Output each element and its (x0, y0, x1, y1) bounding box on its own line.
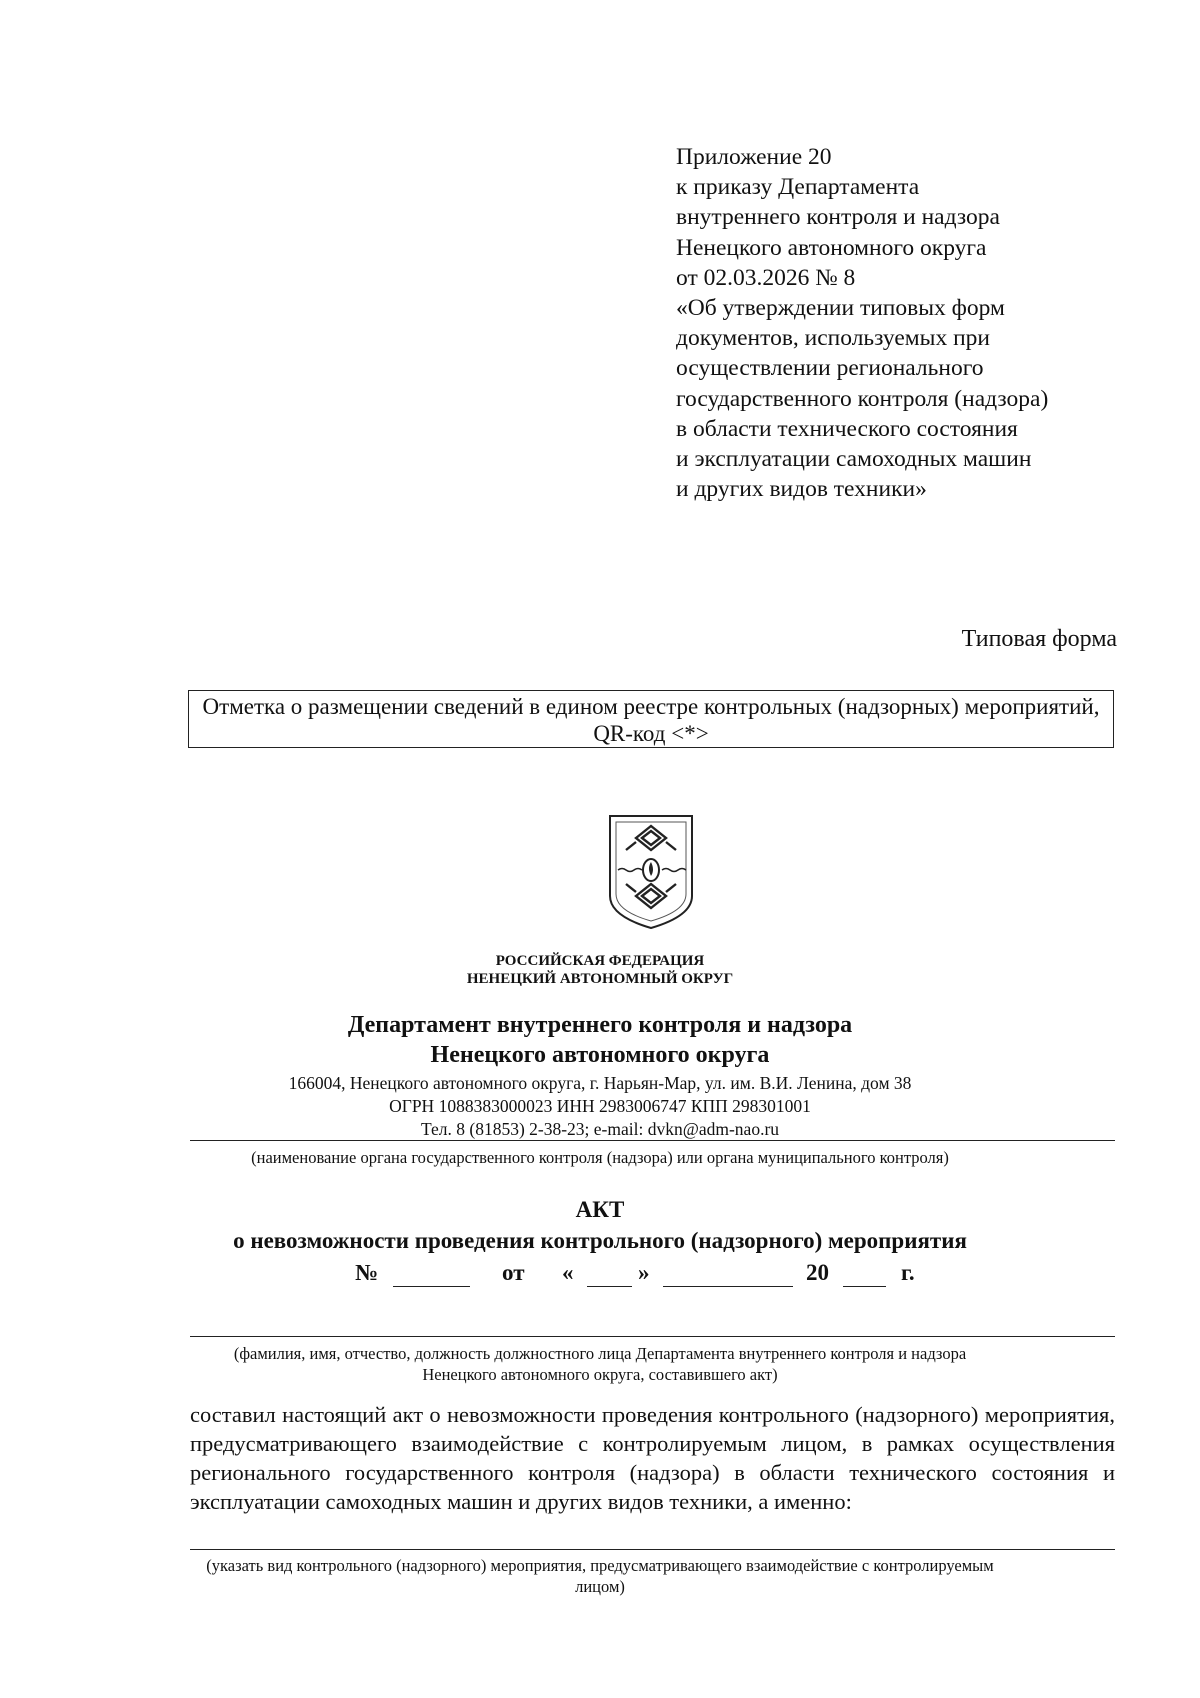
appendix-line: в области технического состояния (676, 415, 1018, 442)
appendix-line: от 02.03.2026 № 8 (676, 264, 856, 291)
from-label: от (502, 1260, 525, 1285)
organization-underline (190, 1140, 1115, 1141)
country-name: РОССИЙСКАЯ ФЕДЕРАЦИЯ (495, 953, 705, 969)
event-caption (0, 1555, 1200, 1597)
quote-close: » (638, 1260, 650, 1285)
appendix-block (676, 142, 1116, 504)
appendix-line: осуществлении регионального (676, 355, 984, 382)
appendix-line: к приказу Департамента (676, 174, 920, 201)
number-label: № (355, 1260, 379, 1285)
number-blank[interactable] (393, 1286, 470, 1287)
appendix-line: Ненецкого автономного округа (676, 234, 987, 261)
appendix-line: внутреннего контроля и надзора (676, 204, 1000, 231)
registry-mark-line2: QR-код <*> (593, 721, 709, 746)
department-registration: ОГРН 1088383000023 ИНН 2983006747 КПП 298301001 (389, 1096, 811, 1116)
department-address: 166004, Ненецкого автономного округа, г. Нарьян-Мар, ул. им. В.И. Ленина, дом 38 (288, 1073, 912, 1093)
region-name: НЕНЕЦКИЙ АВТОНОМНЫЙ ОКРУГ (466, 971, 734, 987)
organization-caption: (наименование органа государственного контроля (надзора) или органа муниципального контроля) (251, 1148, 949, 1167)
day-blank[interactable] (587, 1286, 632, 1287)
official-underline (190, 1336, 1115, 1337)
official-caption-line2: Ненецкого автономного округа, составившего акт) (422, 1365, 778, 1384)
appendix-line: и других видов техники» (676, 476, 927, 503)
event-underline (190, 1549, 1115, 1550)
year-prefix: 20 (806, 1260, 829, 1285)
official-caption (0, 1343, 1200, 1385)
year-suffix: г. (901, 1260, 915, 1285)
month-blank[interactable] (663, 1286, 793, 1287)
form-type-label: Типовая форма (961, 626, 1117, 652)
department-contacts: Тел. 8 (81853) 2-38-23; e-mail: dvkn@adm-nao.ru (420, 1119, 780, 1139)
act-title: АКТ (575, 1197, 625, 1222)
event-caption-line1: (указать вид контрольного (надзорного) мероприятия, предусматривающего взаимодействие с контролируемым (206, 1556, 994, 1575)
act-subtitle: о невозможности проведения контрольного (надзорного) мероприятия (233, 1228, 967, 1253)
appendix-line: и эксплуатации самоходных машин (676, 446, 1032, 473)
appendix-line: «Об утверждении типовых форм (676, 295, 1005, 322)
appendix-line: Приложение 20 (676, 144, 832, 170)
year-blank[interactable] (843, 1286, 886, 1287)
appendix-line: документов, используемых при (676, 325, 990, 352)
quote-open: « (562, 1260, 574, 1285)
registry-mark-line1: Отметка о размещении сведений в едином реестре контрольных (надзорных) мероприятий, (202, 694, 1100, 719)
event-caption-line2: лицом) (575, 1577, 625, 1596)
registry-mark-box (188, 690, 1114, 748)
official-caption-line1: (фамилия, имя, отчество, должность должностного лица Департамента внутреннего контроля и надзора (233, 1344, 967, 1363)
department-name-line2: Ненецкого автономного округа (430, 1042, 770, 1068)
main-paragraph: составил настоящий акт о невозможности проведения контрольного (надзорного) мероприятия, предусматривающего взаимодействие с контролируемым лицом, в рамках осуществления регионального государственного контроля (надзора) в области технического состояния и эксплуатации самоходных машин и других видов техники, а именно: (190, 1402, 1115, 1514)
coat-of-arms-icon (606, 812, 696, 932)
appendix-line: государственного контроля (надзора) (676, 385, 1049, 412)
department-name-line1: Департамент внутреннего контроля и надзора (347, 1012, 853, 1038)
